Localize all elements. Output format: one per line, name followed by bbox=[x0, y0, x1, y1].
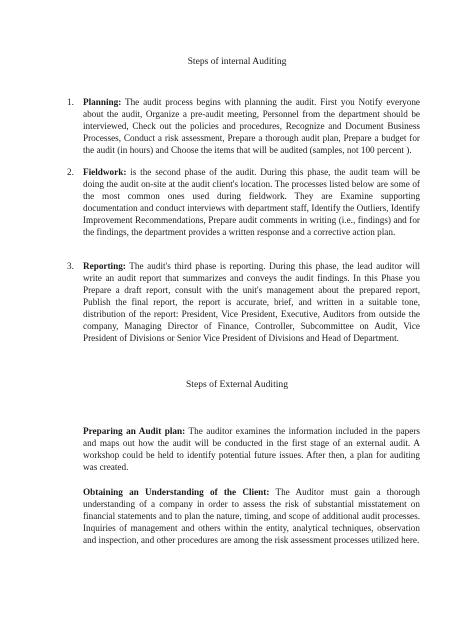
reporting-text: The audit's third phase is reporting. During this phase, the lead auditor will write an audit report that summarizes and conveys the audit findings. In this Phase you Prepare a draft report, consult with the unit's management about the prepared report, Publish the final report, the report is accurate, brief, and written in a suitable tone, distribution of the report: President, Vice President, Executive, Auditors from outside the company, Managing Director of Finance, Controller, Subcommittee on Audit, Vice President of Divisions or Senior Vice President of Divisions and Head of Department. bbox=[83, 261, 420, 343]
list-item-fieldwork bbox=[67, 166, 420, 238]
list-item-body bbox=[83, 166, 420, 238]
list-item-planning bbox=[67, 96, 420, 156]
list-item-reporting bbox=[67, 260, 420, 344]
reporting-label: Reporting: bbox=[83, 261, 126, 271]
list-item-body bbox=[83, 96, 420, 156]
planning-label: Planning: bbox=[83, 97, 122, 107]
fieldwork-text: is the second phase of the audit. During this phase, the audit team will be doing the audit on-site at the audit client's location. The processes listed below are some of the most common ones used during fieldwork. They are Examine supporting documentation and conduct interviews with department staff, Identify the Outliers, Identify Improvement Recommendations, Prepare audit comments in writing (i.e., findings) and for the findings, the department provides a written response and a corrective action plan. bbox=[83, 167, 420, 237]
paragraph-understanding-client bbox=[83, 486, 420, 546]
audit-plan-label: Preparing an Audit plan: bbox=[83, 426, 186, 436]
paragraph-audit-plan bbox=[83, 425, 420, 473]
external-auditing-title: Steps of External Auditing bbox=[185, 379, 289, 390]
fieldwork-label: Fieldwork: bbox=[83, 167, 127, 177]
audit-plan-text: The auditor examines the information included in the papers and maps out how the audit will be conducted in the first stage of an external audit. A workshop could be held to identify potential future issues. After then, a plan for auditing was created. bbox=[83, 426, 420, 472]
list-number: 3. bbox=[67, 261, 74, 271]
understanding-client-label: Obtaining an Understanding of the Client: bbox=[83, 487, 270, 497]
list-number: 1. bbox=[67, 97, 74, 107]
internal-auditing-title: Steps of internal Auditing bbox=[187, 56, 287, 67]
understanding-client-text: The Auditor must gain a thorough understanding of a company in order to assess the risk of substantial misstatement on financial statements and to plan the nature, timing, and scope of additional audit processes. Inquiries of management and others within the entity, analytical techniques, observation and inspection, and other procedures are among the risk assessment processes utilized here. bbox=[83, 487, 420, 545]
list-item-body bbox=[83, 260, 420, 344]
list-number: 2. bbox=[67, 167, 74, 177]
planning-text: The audit process begins with planning the audit. First you Notify everyone about the audit, Organize a pre-audit meeting, Personnel from the department should be interviewed, Check out the policies and procedures, Recognize and Document Business Processes, Conduct a risk assessment, Prepare a thorough audit plan, Prepare a budget for the audit (in hours) and Choose the items that will be audited (samples, not 100 percent ). bbox=[83, 97, 420, 155]
